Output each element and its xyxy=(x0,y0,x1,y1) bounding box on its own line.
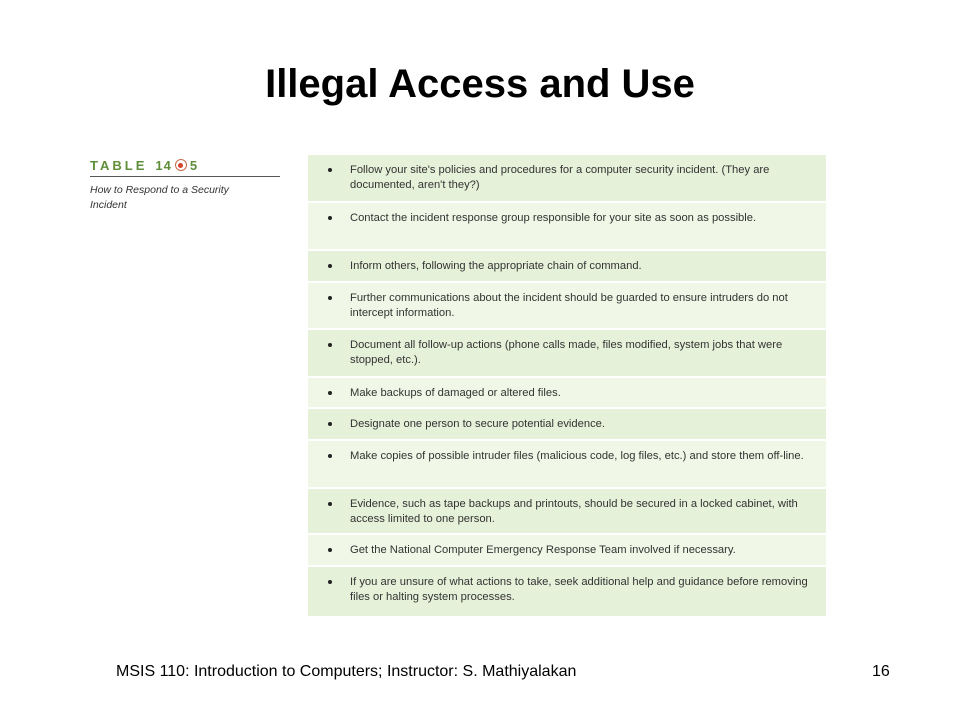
row-text: Make copies of possible intruder files (malicious code, log files, etc.) and store them off-line. xyxy=(350,450,804,462)
row-text: Contact the incident response group responsible for your site as soon as possible. xyxy=(350,212,757,224)
table-label-heading xyxy=(90,154,285,176)
table-row xyxy=(308,567,826,616)
table-row xyxy=(308,535,826,567)
table-number-left: 14 xyxy=(155,157,172,173)
table-number-right: 5 xyxy=(189,157,199,173)
table-row xyxy=(308,155,826,203)
footer-course: MSIS 110: Introduction to Computers; Instructor: S. Mathiyalakan xyxy=(116,663,577,680)
row-text: Document all follow-up actions (phone calls made, files modified, system jobs that were stopped, etc.). xyxy=(350,339,783,366)
table-word: TABLE xyxy=(90,157,148,173)
table-row xyxy=(308,441,826,489)
row-text: Inform others, following the appropriate chain of command. xyxy=(350,260,642,272)
bullet-icon xyxy=(328,391,332,395)
table-row xyxy=(308,489,826,535)
page-number: 16 xyxy=(872,663,890,680)
row-text: Get the National Computer Emergency Response Team involved if necessary. xyxy=(350,544,736,556)
bullet-icon xyxy=(328,548,332,552)
bullet-icon xyxy=(328,216,332,220)
bullet-icon xyxy=(328,502,332,506)
row-text: Follow your site's policies and procedures for a computer security incident. (They are documented, aren't they?) xyxy=(350,164,770,191)
bullet-icon xyxy=(328,454,332,458)
response-steps-table xyxy=(308,155,826,616)
bullet-icon xyxy=(328,264,332,268)
table-label-rule xyxy=(90,176,280,177)
table-label xyxy=(90,154,285,213)
bullet-icon xyxy=(328,296,332,300)
table-row xyxy=(308,203,826,251)
table-caption: How to Respond to a Security Incident xyxy=(90,184,229,211)
bullet-icon xyxy=(328,422,332,426)
bullet-icon xyxy=(328,168,332,172)
slide-title: Illegal Access and Use xyxy=(265,62,695,106)
table-marker-icon xyxy=(175,159,187,171)
table-row xyxy=(308,330,826,378)
row-text: If you are unsure of what actions to take, seek additional help and guidance before removing files or halting system processes. xyxy=(350,576,808,603)
row-text: Designate one person to secure potential evidence. xyxy=(350,418,605,430)
bullet-icon xyxy=(328,343,332,347)
row-text: Make backups of damaged or altered files. xyxy=(350,387,561,399)
bullet-icon xyxy=(328,580,332,584)
table-row xyxy=(308,409,826,441)
row-text: Further communications about the incident should be guarded to ensure intruders do not intercept information. xyxy=(350,292,788,319)
table-row xyxy=(308,251,826,283)
table-row xyxy=(308,283,826,330)
row-text: Evidence, such as tape backups and printouts, should be secured in a locked cabinet, with access limited to one person. xyxy=(350,498,798,525)
table-row xyxy=(308,378,826,409)
